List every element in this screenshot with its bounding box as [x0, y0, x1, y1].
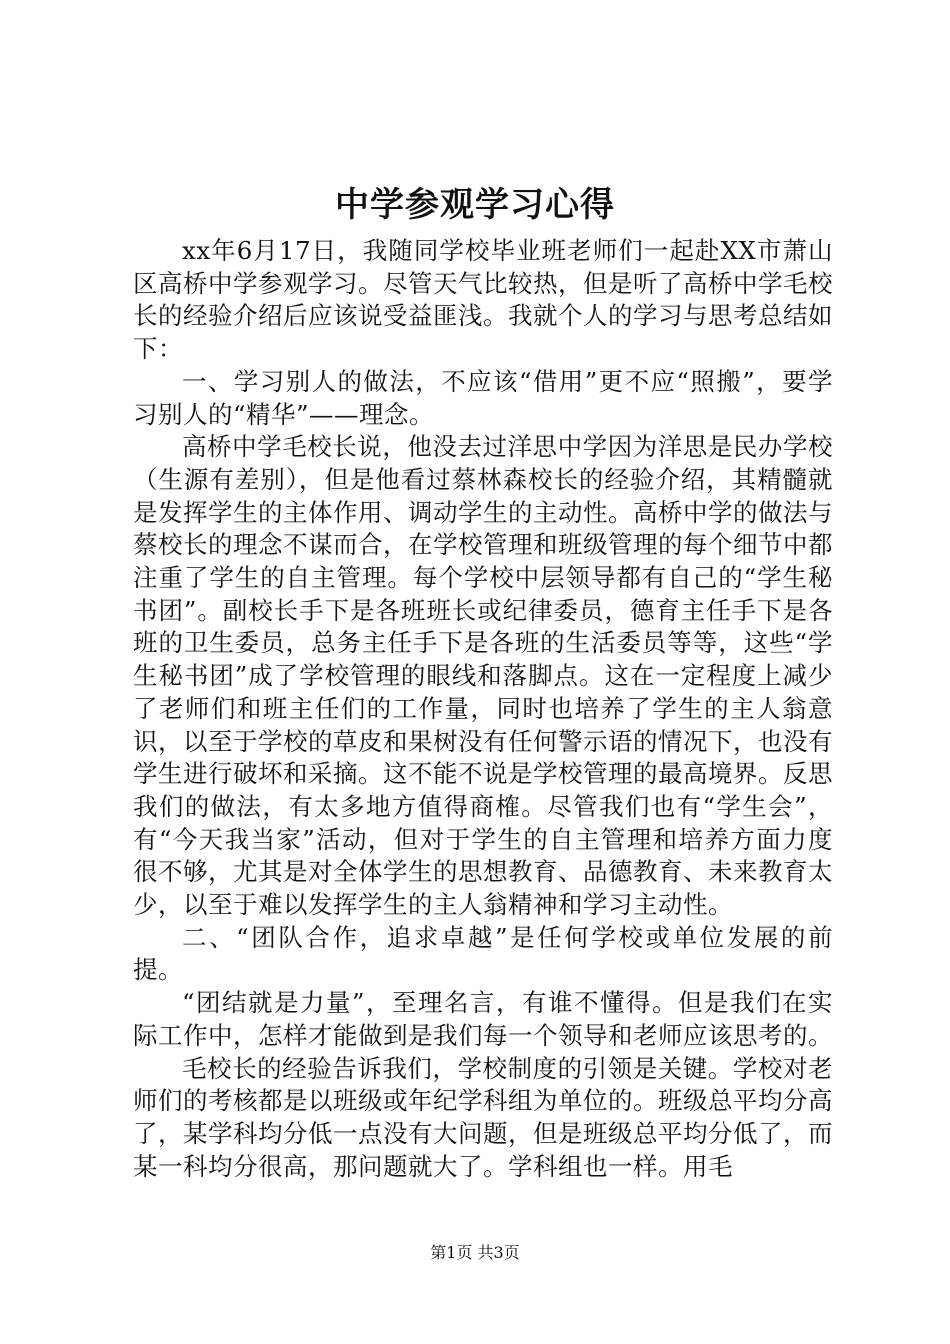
- document-body: [133, 235, 833, 1183]
- paragraph-assessment: 毛校长的经验告诉我们，学校制度的引领是关键。学校对老师们的考核都是以班级或年纪学科组为单位的。班级总平均分高了，某学科均分低一点没有大问题，但是班级总平均分低了，而某一科均分很高，那问题就大了。学科组也一样。用毛: [133, 1053, 833, 1181]
- paragraph-gaoqiao-practice: 高桥中学毛校长说，他没去过洋思中学因为洋思是民办学校（生源有差别），但是他看过蔡林森校长的经验介绍，其精髓就是发挥学生的主体作用、调动学生的主动性。高桥中学的做法与蔡校长的理念不谋而合，在学校管理和班级管理的每个细节中都注重了学生的自主管理。每个学校中层领导都有自己的“学生秘书团”。副校长手下是各班班长或纪律委员，德育主任手下是各班的卫生委员，总务主任手下是各班的生活委员等等，这些“学生秘书团”成了学校管理的眼线和落脚点。这在一定程度上减少了老师们和班主任们的工作量，同时也培养了学生的主人翁意识，以至于学校的草皮和果树没有任何警示语的情况下，也没有学生进行破坏和采摘。这不能不说是学校管理的最高境界。反思我们的做法，有太多地方值得商榷。尽管我们也有“学生会”，有“今天我当家”活动，但对于学生的自主管理和培养方面力度很不够，尤其是对全体学生的思想教育、品德教育、未来教育太少，以至于难以发挥学生的主人翁精神和学习主动性。: [133, 432, 833, 920]
- paragraph-heading-one: 一、学习别人的做法，不应该“借用”更不应“照搬”，要学习别人的“精华”——理念。: [133, 366, 833, 429]
- document-title: 中学参观学习心得: [335, 185, 615, 225]
- paragraph-intro: xx年6月17日，我随同学校毕业班老师们一起赴XX市萧山区高桥中学参观学习。尽管天气比较热，但是听了高桥中学毛校长的经验介绍后应该说受益匪浅。我就个人的学习与思考总结如下：: [133, 236, 833, 364]
- page-footer: 第1页 共3页: [430, 1243, 520, 1262]
- paragraph-heading-two: 二、“团队合作，追求卓越”是任何学校或单位发展的前提。: [133, 922, 833, 985]
- paragraph-unity: “团结就是力量”，至理名言，有谁不懂得。但是我们在实际工作中，怎样才能做到是我们每一个领导和老师应该思考的。: [133, 988, 833, 1050]
